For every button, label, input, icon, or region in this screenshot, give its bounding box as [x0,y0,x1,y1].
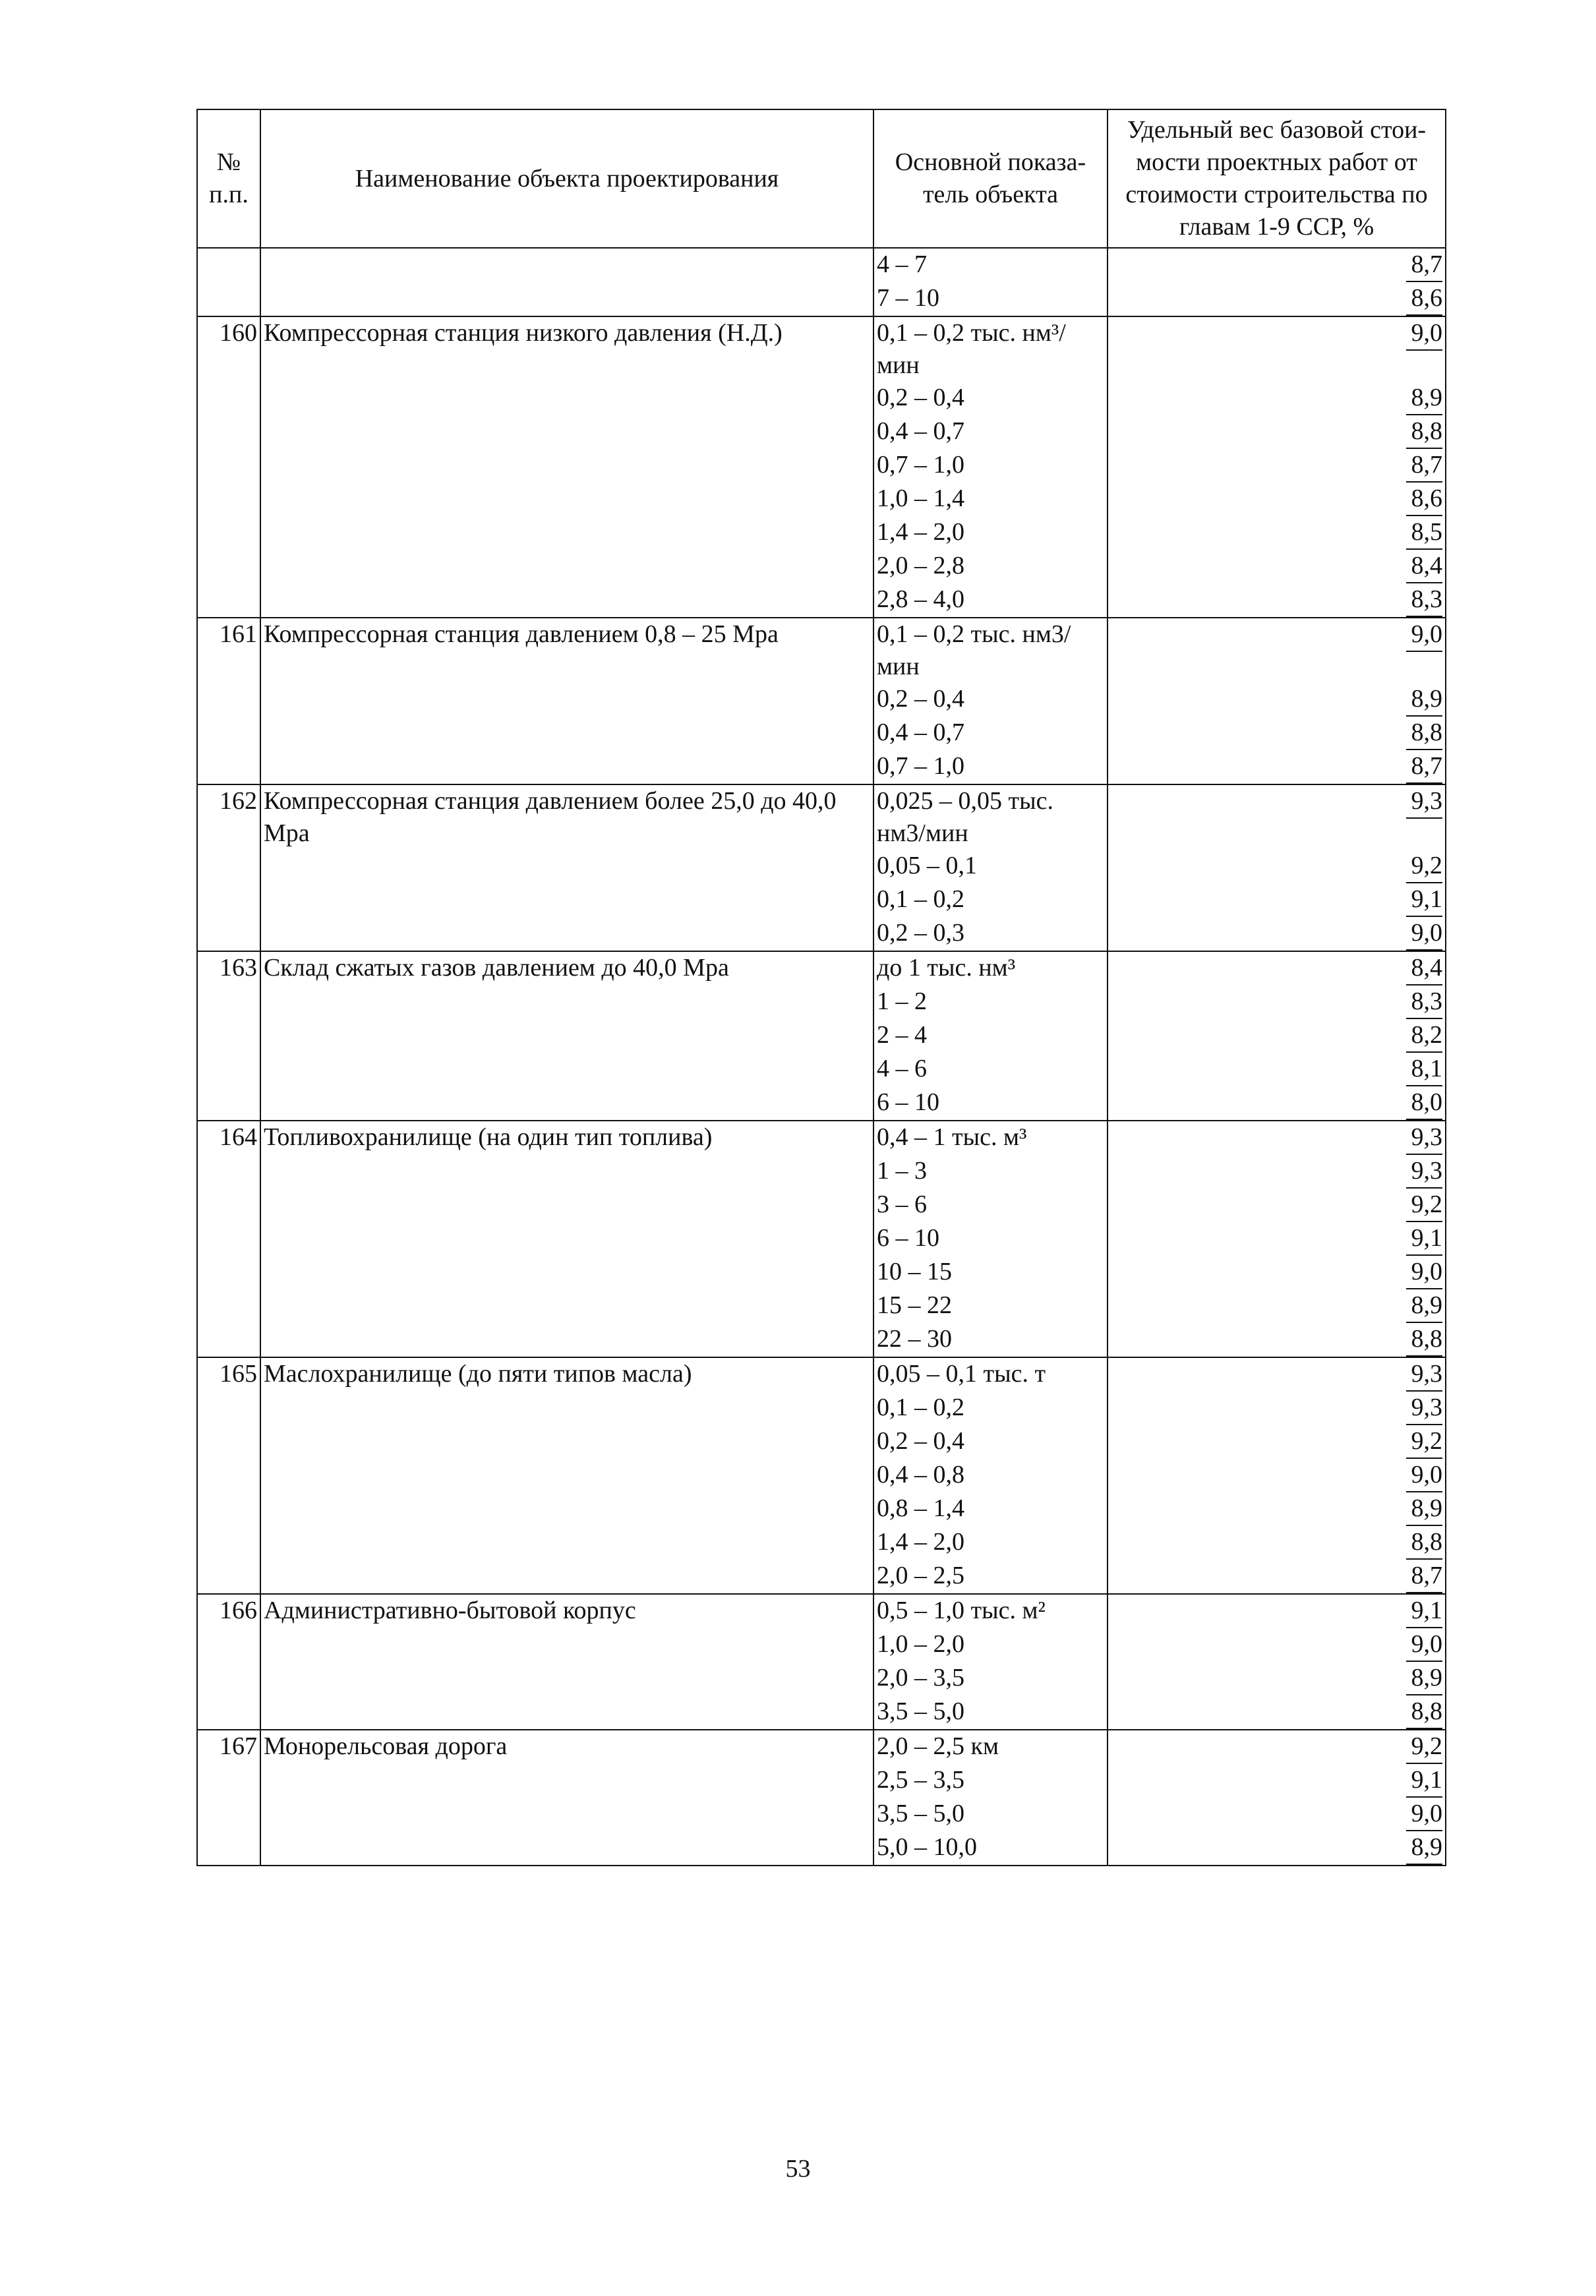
table-row [197,583,1446,618]
cost-share-value [1108,1425,1446,1459]
row-number [197,1459,260,1492]
indicator-range: 10 – 15 [873,1256,1108,1289]
cost-share-value [1108,1323,1446,1357]
cost-share-value-text: 8,8 [1406,1323,1443,1357]
cost-share-value-text: 8,8 [1406,1695,1443,1729]
object-name: Компрессорная станция давлением 0,8 – 25 Мра [260,618,873,683]
table-row [197,1560,1446,1594]
cost-share-value [1108,917,1446,951]
object-name [260,382,873,415]
header-share: Удельный вес базовой стои-мости проектных работ от стоимости строительства по главам 1-9 ССР, % [1108,109,1446,248]
cost-share-value-text: 8,4 [1406,550,1443,583]
indicator-range: 0,1 – 0,2 тыс. нм³/мин [873,316,1108,382]
cost-share-value-text: 9,3 [1406,1358,1443,1392]
table-row [197,917,1446,951]
table-row [197,516,1446,550]
cost-share-value [1108,1594,1446,1628]
row-number [197,1323,260,1357]
indicator-range: 1,0 – 1,4 [873,483,1108,516]
table-row [197,784,1446,850]
row-number [197,1628,260,1662]
cost-share-value [1108,1121,1446,1155]
cost-share-value-text: 8,8 [1406,1526,1443,1560]
row-number [197,1019,260,1053]
object-name [260,1526,873,1560]
cost-share-value-text: 9,0 [1406,917,1443,951]
row-number [197,1053,260,1086]
cost-share-value [1108,1289,1446,1323]
table-row [197,618,1446,683]
table-row [197,951,1446,986]
table-row [197,850,1446,883]
indicator-range: 6 – 10 [873,1086,1108,1121]
cost-share-value [1108,316,1446,382]
cost-share-value [1108,1526,1446,1560]
table-row [197,1323,1446,1357]
row-number [197,1662,260,1695]
row-number: 165 [197,1357,260,1392]
cost-share-value [1108,1086,1446,1121]
header-name: Наименование объекта проектирования [260,109,873,248]
row-number [197,1256,260,1289]
row-number [197,986,260,1019]
cost-share-value-text: 9,1 [1406,1222,1443,1256]
indicator-range: 0,4 – 1 тыс. м³ [873,1121,1108,1155]
table-row [197,1831,1446,1866]
table-row [197,717,1446,750]
cost-share-value-text: 9,1 [1406,883,1443,917]
indicator-range: 0,025 – 0,05 тыс. нм3/мин [873,784,1108,850]
object-name [260,1155,873,1189]
row-number [197,1189,260,1222]
row-number: 162 [197,784,260,850]
object-name [260,1222,873,1256]
object-name: Компрессорная станция низкого давления (Н.Д.) [260,316,873,382]
object-name [260,1189,873,1222]
object-name [260,483,873,516]
cost-share-value [1108,282,1446,316]
cost-share-value-text: 8,4 [1406,952,1443,986]
cost-share-value-text: 8,2 [1406,1019,1443,1053]
object-name [260,986,873,1019]
cost-share-value-text: 8,7 [1406,750,1443,784]
object-name [260,1289,873,1323]
cost-share-value [1108,1189,1446,1222]
indicator-range: 7 – 10 [873,282,1108,316]
table-row [197,1086,1446,1121]
row-number: 161 [197,618,260,683]
table-row [197,1798,1446,1831]
cost-share-value-text: 9,1 [1406,1595,1443,1628]
cost-share-value-text: 8,9 [1406,1289,1443,1323]
cost-share-value-text: 8,7 [1406,249,1443,282]
cost-share-value-text: 8,9 [1406,683,1443,717]
object-name [260,683,873,717]
table-row [197,1425,1446,1459]
table-row [197,1155,1446,1189]
cost-share-value [1108,1256,1446,1289]
indicator-range: 0,05 – 0,1 тыс. т [873,1357,1108,1392]
indicator-range: 0,7 – 1,0 [873,449,1108,483]
indicator-range: 2,0 – 3,5 [873,1662,1108,1695]
row-number [197,883,260,917]
object-name: Склад сжатых газов давлением до 40,0 Мра [260,951,873,986]
table-row [197,1764,1446,1798]
row-number [197,282,260,316]
object-name [260,1695,873,1730]
indicator-range: 1,4 – 2,0 [873,516,1108,550]
cost-share-value-text: 9,0 [1406,1798,1443,1831]
cost-share-value [1108,583,1446,618]
object-name [260,1323,873,1357]
object-name [260,550,873,583]
row-number [197,583,260,618]
table-row [197,483,1446,516]
table-row [197,1019,1446,1053]
row-number [197,483,260,516]
indicator-range: 0,1 – 0,2 [873,1392,1108,1425]
row-number [197,683,260,717]
object-name [260,1086,873,1121]
object-name [260,1662,873,1695]
object-name: Компрессорная станция давлением более 25,0 до 40,0 Мра [260,784,873,850]
cost-share-value [1108,1831,1446,1866]
indicator-range: 6 – 10 [873,1222,1108,1256]
row-number [197,1425,260,1459]
table-row [197,1628,1446,1662]
cost-share-value [1108,883,1446,917]
cost-share-value [1108,382,1446,415]
cost-share-value [1108,986,1446,1019]
row-number [197,1492,260,1526]
indicator-range: 2 – 4 [873,1019,1108,1053]
cost-share-value-text: 8,3 [1406,583,1443,617]
row-number [197,1289,260,1323]
indicator-range: 0,05 – 0,1 [873,850,1108,883]
indicator-range: 2,0 – 2,8 [873,550,1108,583]
row-number: 167 [197,1730,260,1764]
cost-share-value [1108,951,1446,986]
cost-share-value [1108,1357,1446,1392]
table-row [197,382,1446,415]
table-row [197,750,1446,784]
cost-share-value-text: 8,6 [1406,282,1443,316]
table-row [197,1289,1446,1323]
indicator-range: 0,8 – 1,4 [873,1492,1108,1526]
indicator-range: 1,4 – 2,0 [873,1526,1108,1560]
indicator-range: 5,0 – 10,0 [873,1831,1108,1866]
row-number [197,1392,260,1425]
row-number [197,750,260,784]
object-name [260,1392,873,1425]
table-row [197,1662,1446,1695]
object-name [260,1019,873,1053]
row-number [197,1526,260,1560]
row-number [197,1086,260,1121]
table-row [197,1189,1446,1222]
table-row [197,1526,1446,1560]
cost-share-value-text: 8,8 [1406,717,1443,750]
row-number [197,917,260,951]
table-row [197,316,1446,382]
object-name [260,1256,873,1289]
object-name [260,449,873,483]
object-name [260,1560,873,1594]
cost-share-value [1108,550,1446,583]
cost-share-value [1108,1730,1446,1764]
row-number: 164 [197,1121,260,1155]
table-row [197,415,1446,449]
object-name: Топливохранилище (на один тип топлива) [260,1121,873,1155]
indicator-range: 3 – 6 [873,1189,1108,1222]
indicator-range: 2,0 – 2,5 [873,1560,1108,1594]
table-row [197,683,1446,717]
cost-share-value [1108,1019,1446,1053]
object-name: Маслохранилище (до пяти типов масла) [260,1357,873,1392]
table-header-row [197,109,1446,248]
row-number [197,1831,260,1866]
cost-share-value-text: 9,1 [1406,1764,1443,1798]
cost-share-value-text: 9,0 [1406,618,1443,652]
row-number: 163 [197,951,260,986]
cost-share-value-text: 9,3 [1406,1121,1443,1155]
indicator-range: 0,2 – 0,4 [873,382,1108,415]
indicator-range: 3,5 – 5,0 [873,1695,1108,1730]
cost-share-value [1108,784,1446,850]
cost-share-value [1108,516,1446,550]
table-row [197,1695,1446,1730]
row-number [197,415,260,449]
row-number [197,717,260,750]
table-row [197,1121,1446,1155]
table-row [197,248,1446,282]
cost-share-value [1108,750,1446,784]
cost-share-value-text: 8,6 [1406,483,1443,516]
cost-share-value-text: 8,7 [1406,1560,1443,1593]
cost-share-table [196,109,1446,1866]
row-number [197,382,260,415]
indicator-range: 1 – 2 [873,986,1108,1019]
object-name [260,1798,873,1831]
cost-share-value-text: 8,9 [1406,1492,1443,1526]
cost-share-value-text: 9,2 [1406,1189,1443,1222]
cost-share-value-text: 8,7 [1406,449,1443,483]
cost-share-value-text: 9,0 [1406,317,1443,351]
row-number [197,550,260,583]
indicator-range: 2,8 – 4,0 [873,583,1108,618]
cost-share-value [1108,1392,1446,1425]
object-name [260,1492,873,1526]
object-name [260,282,873,316]
cost-share-value-text: 8,9 [1406,1831,1443,1865]
header-indicator: Основной показа-тель объекта [873,109,1108,248]
indicator-range: 0,4 – 0,7 [873,717,1108,750]
table-row [197,1492,1446,1526]
row-number [197,516,260,550]
table-row [197,1459,1446,1492]
indicator-range: до 1 тыс. нм³ [873,951,1108,986]
object-name [260,1425,873,1459]
indicator-range: 0,2 – 0,4 [873,1425,1108,1459]
table-row [197,1256,1446,1289]
object-name [260,1628,873,1662]
row-number: 160 [197,316,260,382]
indicator-range: 1,0 – 2,0 [873,1628,1108,1662]
indicator-range: 15 – 22 [873,1289,1108,1323]
cost-share-value-text: 9,0 [1406,1628,1443,1662]
cost-share-value [1108,850,1446,883]
indicator-range: 2,0 – 2,5 км [873,1730,1108,1764]
cost-share-value-text: 9,2 [1406,850,1443,883]
table-body [197,248,1446,1866]
indicator-range: 0,4 – 0,7 [873,415,1108,449]
object-name [260,415,873,449]
cost-share-value-text: 8,0 [1406,1086,1443,1120]
indicator-range: 0,2 – 0,3 [873,917,1108,951]
row-number [197,1798,260,1831]
object-name [260,750,873,784]
cost-share-value [1108,1764,1446,1798]
page-number: 53 [785,2155,811,2183]
cost-share-value [1108,1155,1446,1189]
object-name [260,1831,873,1866]
cost-share-value [1108,248,1446,282]
table-row [197,1357,1446,1392]
cost-share-value [1108,717,1446,750]
indicator-range: 4 – 6 [873,1053,1108,1086]
cost-share-value [1108,1459,1446,1492]
indicator-range: 2,5 – 3,5 [873,1764,1108,1798]
object-name [260,717,873,750]
table-row [197,1222,1446,1256]
row-number [197,1222,260,1256]
header-num: № п.п. [197,109,260,248]
object-name [260,917,873,951]
object-name [260,1053,873,1086]
cost-share-value-text: 8,3 [1406,986,1443,1019]
table-row [197,883,1446,917]
table-row [197,550,1446,583]
row-number [197,1560,260,1594]
indicator-range: 0,4 – 0,8 [873,1459,1108,1492]
cost-share-value [1108,618,1446,683]
indicator-range: 3,5 – 5,0 [873,1798,1108,1831]
indicator-range: 0,1 – 0,2 [873,883,1108,917]
table-row [197,1730,1446,1764]
cost-share-value-text: 9,0 [1406,1256,1443,1289]
cost-share-value [1108,1222,1446,1256]
table-row [197,986,1446,1019]
table-row [197,282,1446,316]
cost-share-value-text: 9,3 [1406,785,1443,819]
cost-share-value [1108,1628,1446,1662]
cost-share-value-text: 8,9 [1406,1662,1443,1695]
cost-share-value [1108,1053,1446,1086]
indicator-range: 0,2 – 0,4 [873,683,1108,717]
cost-share-value [1108,1662,1446,1695]
table-row [197,449,1446,483]
indicator-range: 4 – 7 [873,248,1108,282]
object-name [260,516,873,550]
cost-share-value-text: 8,1 [1406,1053,1443,1086]
indicator-range: 0,1 – 0,2 тыс. нм3/мин [873,618,1108,683]
indicator-range: 1 – 3 [873,1155,1108,1189]
row-number [197,1155,260,1189]
object-name [260,248,873,282]
row-number [197,1764,260,1798]
cost-share-value-text: 9,2 [1406,1425,1443,1459]
cost-share-value [1108,1492,1446,1526]
cost-share-value [1108,1695,1446,1730]
table-row [197,1392,1446,1425]
object-name [260,1764,873,1798]
cost-share-value [1108,415,1446,449]
cost-share-value [1108,1798,1446,1831]
cost-share-value [1108,1560,1446,1594]
row-number: 166 [197,1594,260,1628]
cost-share-value-text: 9,2 [1406,1730,1443,1764]
cost-share-value-text: 9,3 [1406,1392,1443,1425]
object-name [260,583,873,618]
row-number [197,850,260,883]
object-name [260,1459,873,1492]
indicator-range: 0,5 – 1,0 тыс. м² [873,1594,1108,1628]
cost-share-value-text: 9,3 [1406,1155,1443,1189]
indicator-range: 0,7 – 1,0 [873,750,1108,784]
cost-share-value-text: 9,0 [1406,1459,1443,1492]
object-name [260,850,873,883]
cost-share-value-text: 8,8 [1406,415,1443,449]
cost-share-value [1108,483,1446,516]
row-number [197,1695,260,1730]
row-number [197,449,260,483]
table-row [197,1594,1446,1628]
object-name: Монорельсовая дорога [260,1730,873,1764]
cost-share-value-text: 8,5 [1406,516,1443,550]
row-number [197,248,260,282]
object-name [260,883,873,917]
indicator-range: 22 – 30 [873,1323,1108,1357]
cost-share-value [1108,683,1446,717]
object-name: Административно-бытовой корпус [260,1594,873,1628]
cost-share-value [1108,449,1446,483]
cost-share-value-text: 8,9 [1406,382,1443,415]
table-row [197,1053,1446,1086]
